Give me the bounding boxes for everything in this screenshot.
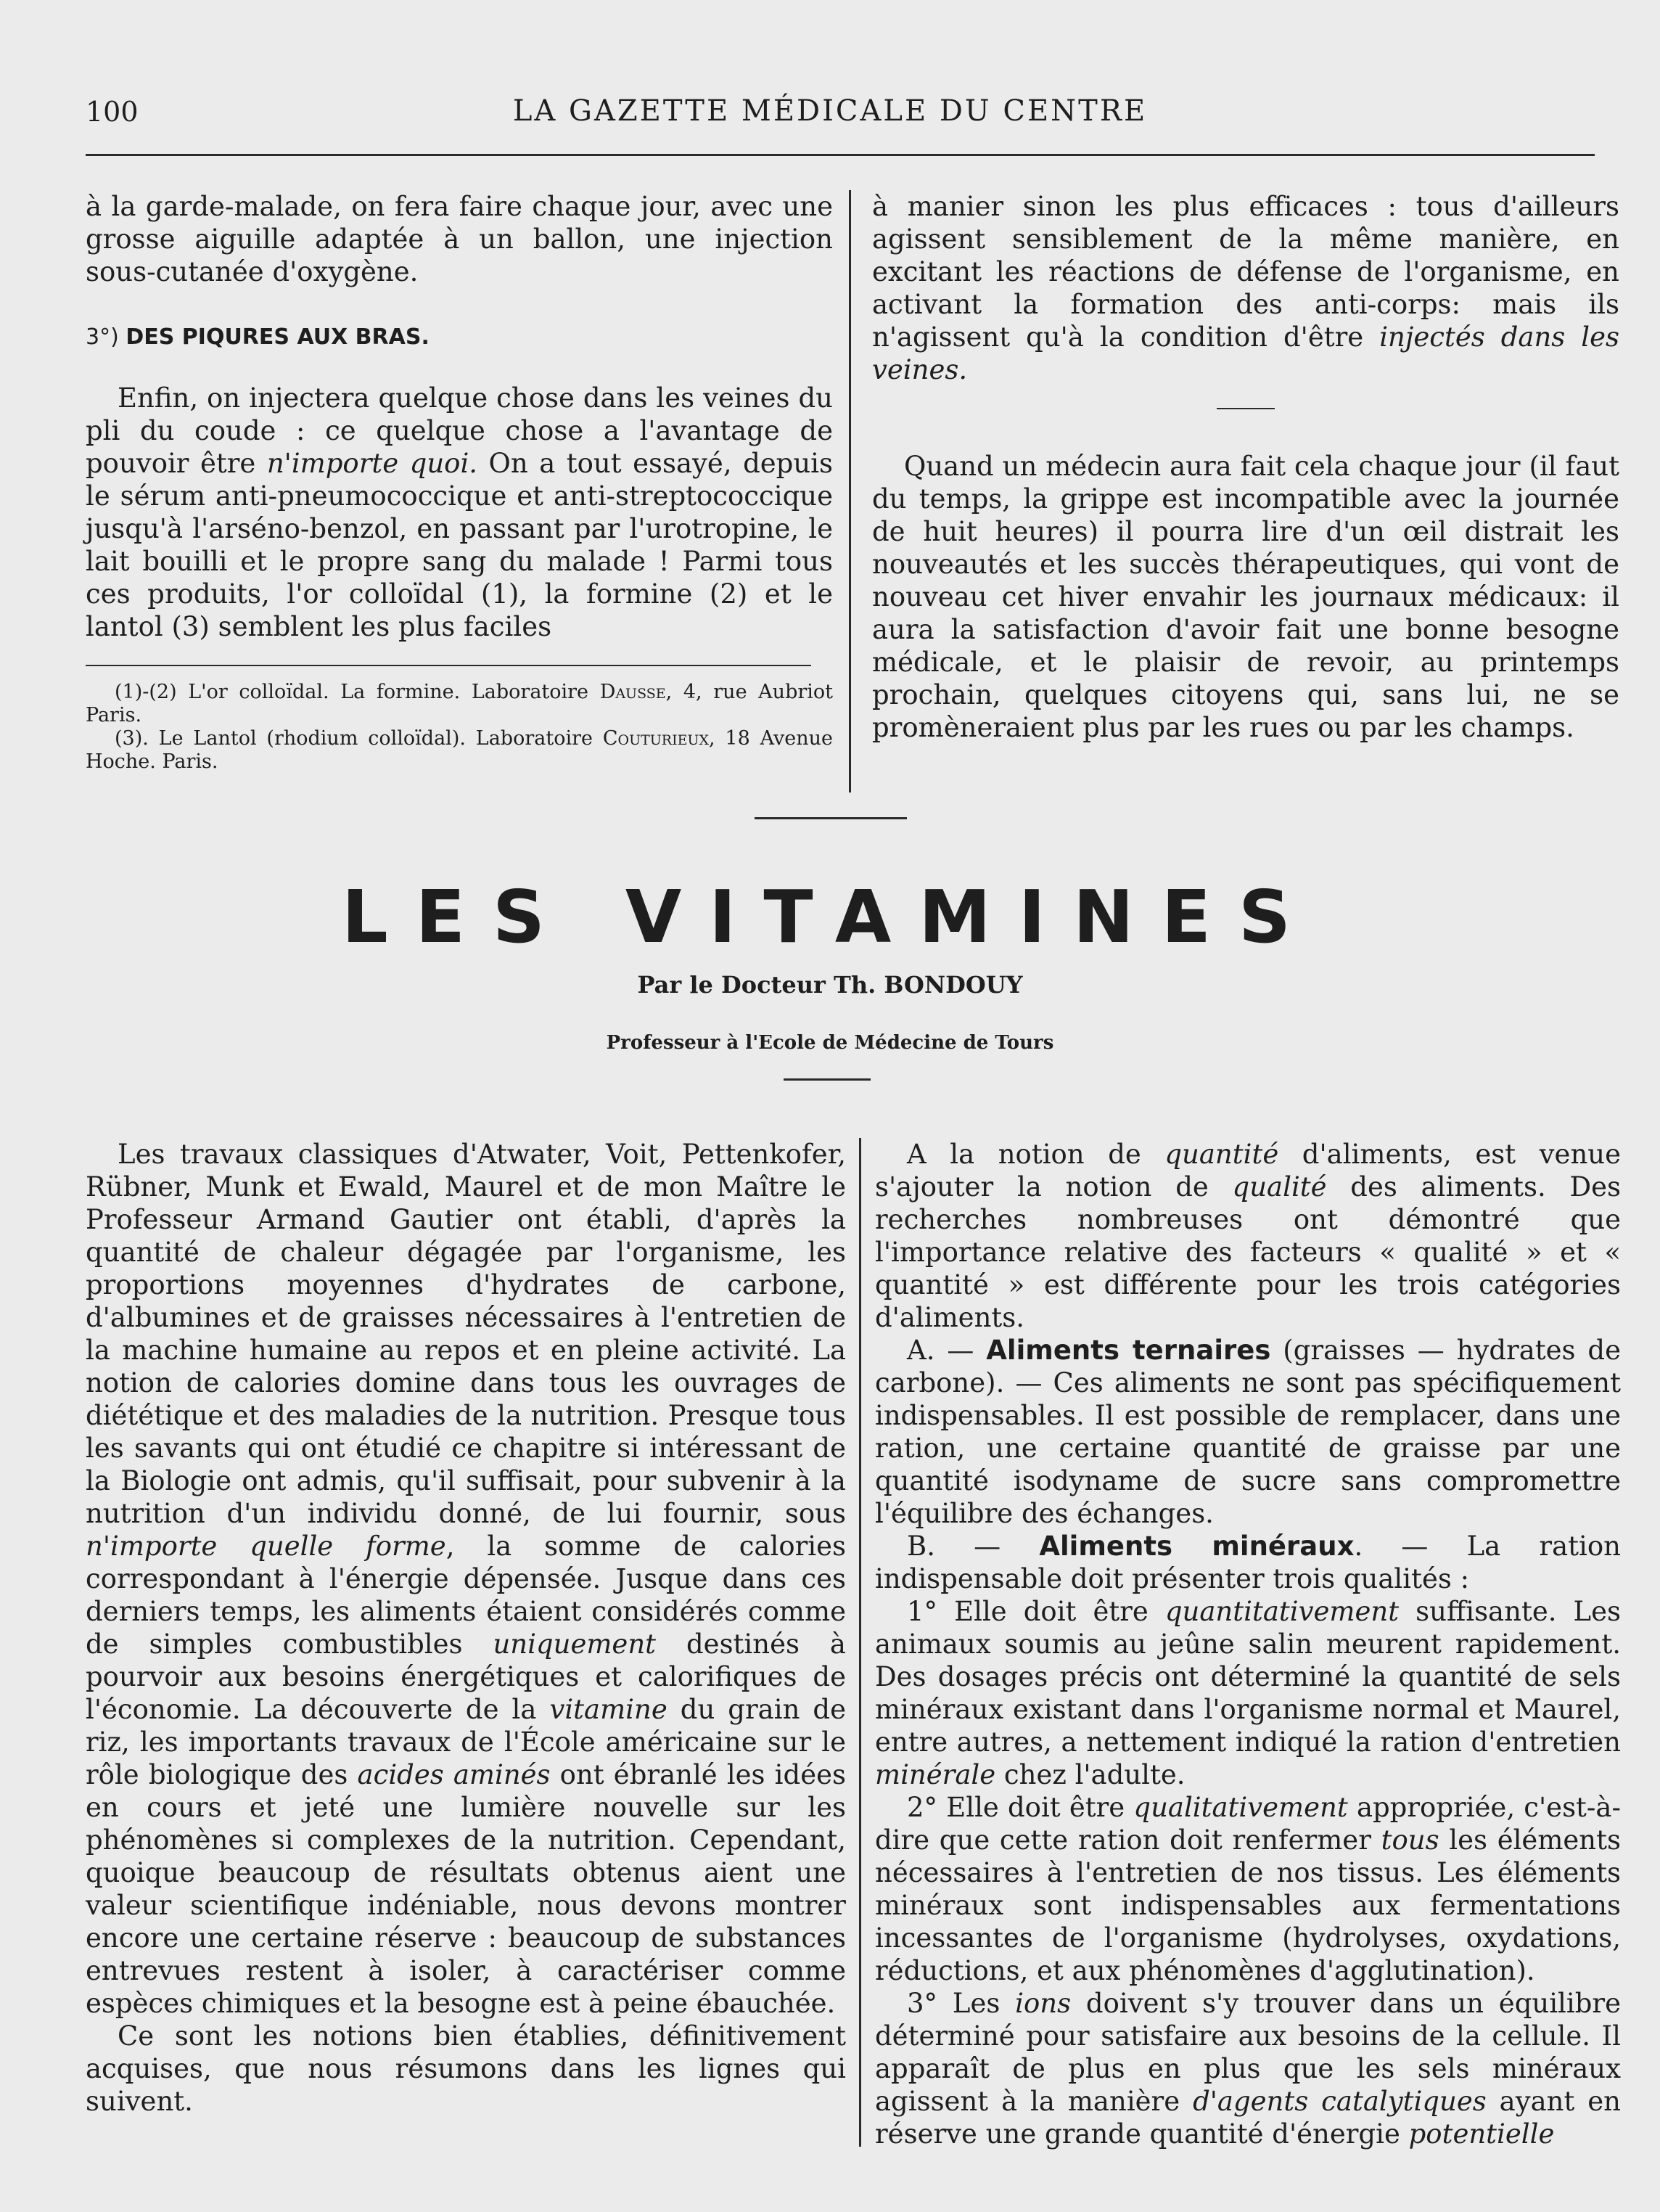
section-heading (86, 324, 833, 350)
paragraph (872, 450, 1619, 744)
text: . — La ration indispensable doit présenter trois qualités : (875, 1531, 1621, 1594)
article-affiliation: Professeur à l'Ecole de Médecine de Tours (606, 1032, 1054, 1054)
bottom-left-column (86, 1138, 846, 2118)
separator (1217, 408, 1275, 409)
column-divider (859, 1138, 861, 2147)
page-number: 100 (86, 96, 139, 128)
emphasis: n'importe quelle forme (86, 1531, 446, 1562)
text: appropriée, c'est-à-dire que cette ration doit renfermer (875, 1792, 1621, 1856)
section-heading-text: DES PIQURES AUX BRAS. (126, 324, 430, 350)
bottom-right-column (875, 1138, 1621, 2150)
text: 2° Elle doit être (907, 1792, 1134, 1823)
text: ont ébranlé les idées en cours et jeté une lumière nouvelle sur les phénomènes si complexes de la nutrition. Cependant, quoique beaucoup de résultats obtenus aient une valeur scientifique indéniable, nous devons montrer encore une certaine réserve : beaucoup de substances entrevues restent à isoler, à caractériser comme espèces chimiques et la besogne est à peine ébauchée. (86, 1759, 846, 2019)
text: destinés à pourvoir aux besoins énergétiques et calorifiques de l'économie. La découverte de la (86, 1629, 846, 1725)
emphasis: d'agents catalytiques (1193, 2086, 1487, 2117)
text: A. — (907, 1335, 987, 1366)
text: (graisses — hydrates de carbone). — Ces aliments ne sont pas spécifiquement indispensables. Il est possible de remplacer, dans une ration, une certaine quantité de graisse par une quantité isodyname de sucre sans compromettre l'équilibre des échanges. (875, 1335, 1621, 1529)
top-left-column (86, 190, 833, 774)
text: chez l'adulte. (995, 1759, 1186, 1790)
text: , la somme de calories correspondant à l'énergie dépensée. Jusque dans ces derniers temps, les aliments étaient considérés comme de simples combustibles (86, 1531, 847, 1660)
text: des aliments. Des recherches nombreuses ont démontré que l'importance relative des facteurs « qualité » et « quantité » est différente pour les trois catégories d'aliments. (875, 1171, 1621, 1333)
text: Les travaux classiques d'Atwater, Voit, Pettenkofer, Rübner, Munk et Ewald, Maurel et de mon Maître le Professeur Armand Gautier ont établi, d'après la quantité de chaleur dégagée par l'organisme, les proportions moyennes d'hydrates de carbone, d'albumines et de graisses nécessaires à l'entretien de la machine humaine au repos et en pleine activité. La notion de calories domine dans tous les ouvrages de diététique et des maladies de la nutrition. Presque tous les savants qui ont étudié ce chapitre si intéressant de la Biologie ont admis, qu'il suffisait, pour subvenir à la nutrition d'un individu donné, de lui fournir, sous (86, 1139, 846, 1529)
paragraph (875, 1595, 1621, 1791)
emphasis: quantitativement (1164, 1596, 1400, 1627)
text: 3° Les (907, 1988, 1016, 2019)
text: , 18 Avenue Hoche. Paris. (86, 727, 834, 773)
emphasis: qualité (1232, 1171, 1327, 1203)
text: Ce sont les notions bien établies, définitivement acquises, que nous résumons dans les lignes qui suivent. (86, 2020, 846, 2117)
paragraph (875, 1334, 1621, 1530)
text: (3). Le Lantol (rhodium colloïdal). Laboratoire (115, 727, 603, 750)
paragraph (875, 1987, 1621, 2150)
text: Couturieux (602, 727, 709, 750)
text: du grain de riz, les importants travaux de l'École américaine sur le rôle biologique des (86, 1694, 846, 1790)
emphasis: n'importe quoi. (266, 448, 478, 479)
text: doivent s'y trouver dans un équilibre déterminé pour satisfaire aux besoins de la cellule. Il apparaît de plus en plus que les sels minéraux agissent à la manière (875, 1988, 1621, 2117)
subheading: Aliments ternaires (986, 1335, 1271, 1366)
emphasis: vitamine (549, 1694, 667, 1725)
text: , 4, rue Aubriot Paris. (86, 681, 834, 726)
paragraph (86, 2020, 846, 2118)
article-title: LES VITAMINES (341, 874, 1319, 959)
text: A la notion de (907, 1139, 1165, 1170)
paragraph (872, 190, 1619, 386)
text: à manier sinon les plus efficaces : tous d'ailleurs agissent sensiblement de la même manière, en excitant les réactions de défense de l'organisme, en activant la formation des anti-corps: mais ils n'agissent qu'à la condition d'être (872, 191, 1619, 353)
emphasis: ions (1015, 1988, 1072, 2019)
top-right-column (872, 190, 1619, 744)
section-number: 3°) (86, 324, 119, 350)
paragraph (875, 1138, 1621, 1334)
title-rule-bottom (784, 1078, 871, 1081)
text: Dausse (599, 681, 666, 703)
emphasis: quantité (1164, 1139, 1279, 1170)
emphasis: minérale (875, 1759, 996, 1790)
footnote-rule (86, 665, 811, 666)
paragraph (86, 190, 833, 288)
title-rule-top (755, 817, 907, 819)
article-author: Par le Docteur Th. BONDOUY (637, 971, 1023, 999)
text: les éléments nécessaires à l'entretien de nos tissus. Les éléments minéraux sont indispensables aux fermentations incessantes de l'organisme (hydrolyses, oxydations, réductions, et aux phénomènes d'agglutination). (875, 1824, 1621, 1986)
text: On a tout essayé, depuis le sérum anti-pneumococcique et anti-streptococcique jusqu'à l'arséno-benzol, en passant par l'urotropine, le lait bouilli et le propre sang du malade ! Parmi tous ces produits, l'or colloïdal (1), la formine (2) et le lantol (3) semblent les plus faciles (86, 448, 833, 642)
text: B. — (907, 1531, 1040, 1562)
paragraph (86, 382, 833, 643)
journal-title: LA GAZETTE MÉDICALE DU CENTRE (512, 94, 1148, 128)
paragraph (875, 1530, 1621, 1595)
text: Quand un médecin aura fait cela chaque jour (il faut du temps, la grippe est incompatible avec la journée de huit heures) il pourra lire d'un œil distrait les nouveautés et les succès thérapeutiques, qui vont de nouveau cet hiver envahir les journaux médicaux: il aura la satisfaction d'avoir fait une bonne besogne médicale, et le plaisir de revoir, au printemps prochain, quelques citoyens qui, sans lui, ne se promèneraient plus par les rues ou par les champs. (872, 451, 1619, 743)
text: suffisante. Les animaux soumis au jeûne salin meurent rapidement. Des dosages précis ont déterminé la quantité de sels minéraux existant dans l'organisme normal et Maurel, entre autres, a nettement indiqué la ration d'entretien (875, 1596, 1621, 1758)
paragraph (86, 1138, 846, 2020)
text: d'aliments, est venue s'ajouter la notion de (875, 1139, 1622, 1203)
header-rule (86, 154, 1595, 156)
text: (1)-(2) L'or colloïdal. La formine. Laboratoire (115, 681, 600, 703)
paragraph (875, 1791, 1621, 1987)
emphasis: acides aminés (357, 1759, 551, 1790)
emphasis: uniquement (493, 1629, 657, 1660)
emphasis: tous (1381, 1824, 1439, 1856)
text: Enfin, on injectera quelque chose dans les veines du pli du coude : ce quelque chose a l'avantage de pouvoir être (86, 382, 833, 479)
emphasis: qualitativement (1133, 1792, 1348, 1823)
footnote (86, 727, 833, 774)
text: 1° Elle doit être (907, 1596, 1165, 1627)
text: à la garde-malade, on fera faire chaque jour, avec une grosse aiguille adaptée à un ballon, une injection sous-cutanée d'oxygène. (86, 191, 833, 287)
footnote (86, 681, 833, 727)
text: ayant en réserve une grande quantité d'énergie (875, 2086, 1621, 2150)
column-divider (849, 190, 851, 792)
subheading: Aliments minéraux (1039, 1531, 1355, 1562)
emphasis: injectés dans les veines. (872, 321, 1620, 385)
emphasis: potentielle (1408, 2118, 1555, 2150)
